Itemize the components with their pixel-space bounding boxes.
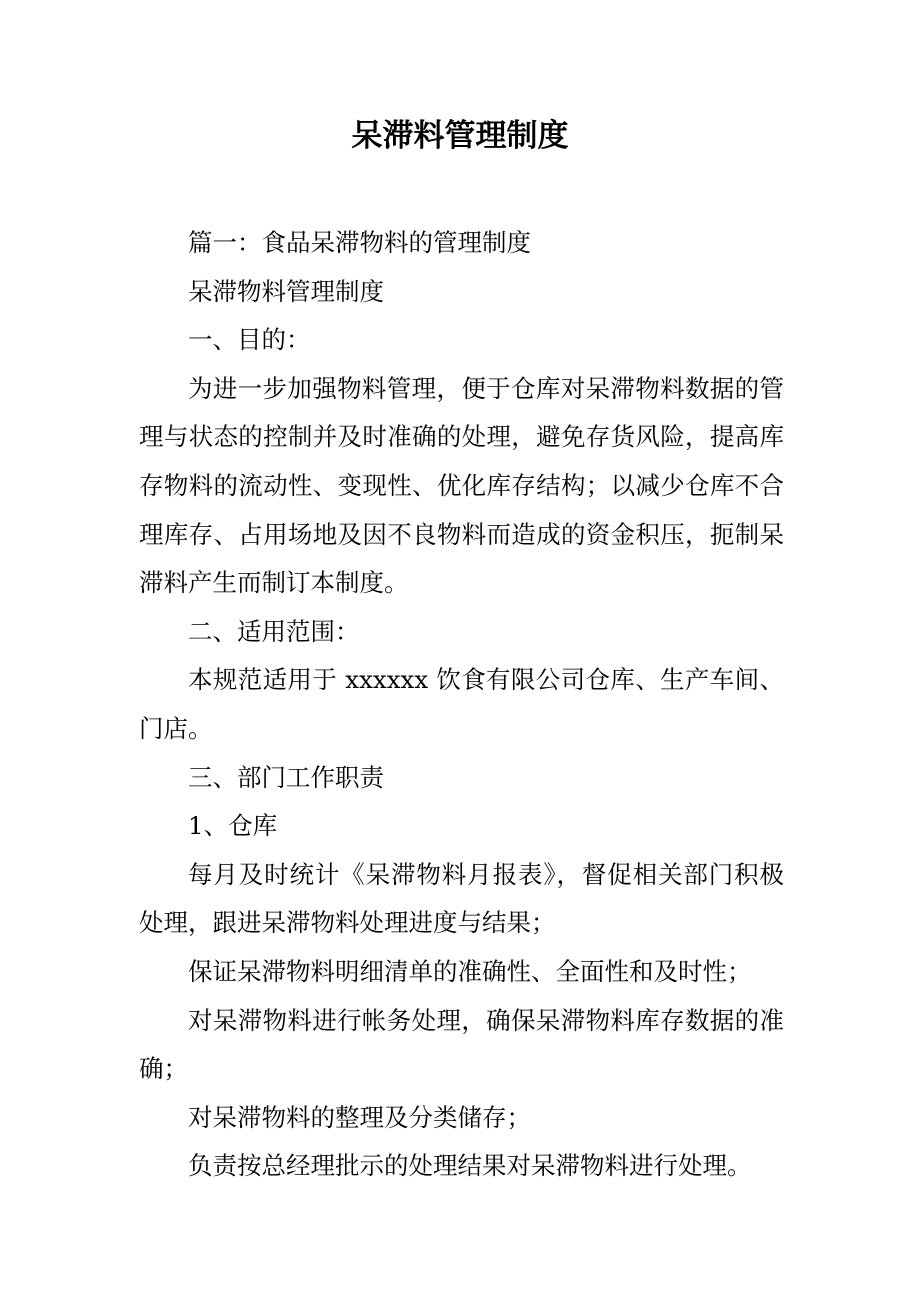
duty-item: 对呆滞物料的整理及分类储存；: [188, 1102, 531, 1132]
subtitle: 呆滞物料管理制度: [188, 276, 384, 306]
duty-item: 保证呆滞物料明细清单的准确性、全面性和及时性；: [188, 956, 752, 986]
duty-item: 负责按总经理批示的处理结果对呆滞物料进行处理。: [188, 1151, 752, 1181]
section-heading-scope: 二、适用范围：: [188, 616, 360, 646]
section-heading-responsibilities: 三、部门工作职责: [188, 762, 384, 792]
subsection-heading-warehouse: 1、仓库: [188, 811, 278, 841]
document-title: 呆滞料管理制度: [351, 118, 569, 154]
duty-item: 每月及时统计《呆滞物料月报表》，督促相关部门积极处理，跟进呆滞物料处理进度与结果；: [139, 859, 784, 938]
section-heading-purpose: 一、目的：: [188, 325, 311, 355]
duty-item: 对呆滞物料进行帐务处理，确保呆滞物料库存数据的准确；: [139, 1005, 784, 1084]
section-heading-part-one: 篇一：食品呆滞物料的管理制度: [188, 228, 531, 257]
scope-paragraph: 本规范适用于 xxxxxx 饮食有限公司仓库、生产车间、门店。: [139, 665, 784, 743]
purpose-paragraph: 为进一步加强物料管理，便于仓库对呆滞物料数据的管理与状态的控制并及时准确的处理，避免存货风险，提高库存物料的流动性、变现性、优化库存结构；以减少仓库不合理库存、占用场地及因不良物料而造成的资金积压，扼制呆滞料产生而制订本制度。: [139, 373, 784, 598]
document-body: [139, 219, 784, 1191]
